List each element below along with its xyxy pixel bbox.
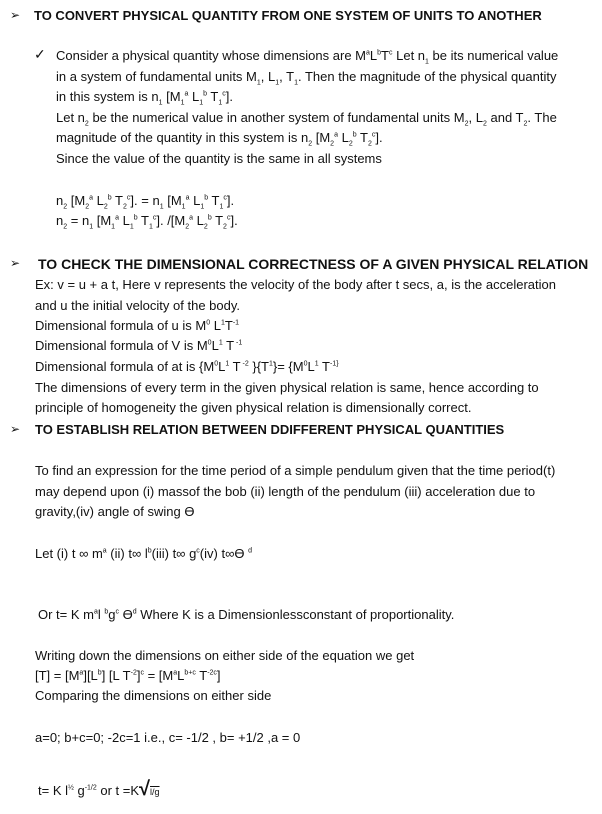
square-root-icon: √ (139, 778, 151, 800)
section2-line7: principle of homogeneity the given physical relation is dimensionally correct. (35, 400, 472, 415)
section2-line5: Dimensional formula of at is {$M^0L^1$ T $^{-2}$ }$\{T^1\}= \{M^0L^1$ $T^{-1\}}$ (35, 359, 339, 374)
section1-para-line1: Consider a physical quantity whose dimensions are $M^aL^bT^c$ Let $n_1$ be its numerical value (56, 48, 559, 66)
section3-heading: TO ESTABLISH RELATION BETWEEN DDIFFERENT PHYSICAL QUANTITIES (35, 422, 505, 437)
section3-line9: a=0; b+c=0; -2c=1 i.e., c= -1/2 , b= +1/2 ,a = 0 (35, 730, 301, 745)
bullet-arrow-icon: ➢ (10, 422, 21, 436)
section3-line6: Writing down the dimensions on either side of the equation we get (35, 648, 415, 663)
section1-para-line4: Let $n_2$ be the numerical value in another system of fundamental units $M_2$, $L_2$ and $T_2$. The (56, 110, 557, 128)
section3-line10: t= K $l^{\frac{1}{2}}$ $g^{-1/2}$ or t =K√l/g (38, 778, 160, 800)
section2-line6: The dimensions of every term in the given physical relation is same, hence according to (35, 380, 539, 395)
section1-para-line5: magnitude of the quantity in this system is $n_2$ [$M_2^a$ $L_2^b$ $T_2^c$]. (56, 130, 383, 148)
section3-line8: Comparing the dimensions on either side (35, 688, 272, 703)
section1-heading: TO CONVERT PHYSICAL QUANTITY FROM ONE SYSTEM OF UNITS TO ANOTHER (34, 8, 542, 23)
section3-line2: may depend upon (i) massof the bob (ii) length of the pendulum (iii) acceleration due to (35, 484, 536, 499)
section1-para-line2: in a system of fundamental units $M_1$, $L_1$, $T_1$. Then the magnitude of the physical quantity (56, 69, 557, 87)
section2-heading: TO CHECK THE DIMENSIONAL CORRECTNESS OF A GIVEN PHYSICAL RELATION (38, 256, 589, 272)
section2-line3: Dimensional formula of u is $M^0$ $L^1T^{-1}$ (35, 318, 240, 333)
section1-para-line6: Since the value of the quantity is the same in all systems (56, 151, 382, 166)
equation-2: $n_2 = n_1$ [$M_1^a$ $L_1^b$ $T_1^c$]. $/[M_2^a$ $L_2^b$ $T_2^c$]. (56, 213, 238, 231)
section1-para-line3: in this system is $n_1$ [$M_1^a$ $L_1^b$ $T_1^c$]. (56, 89, 233, 107)
bullet-arrow-icon: ➢ (10, 8, 21, 22)
section3-line4: Let (i) t ∞ $m^a$ (ii) t∞ $l^b(iii)$ t∞ $g^c(iv)$ t∞ϴ $^d$ (35, 546, 252, 561)
section2-line4: Dimensional formula of V is $M^0L^1$ T $^{-1}$ (35, 338, 243, 353)
bullet-arrow-icon: ➢ (10, 256, 21, 270)
section3-line1: To find an expression for the time period of a simple pendulum given that the time period(t) (35, 463, 556, 478)
section3-line7: $[T] = [M^a][L^b]$ [L $T^{-2}]^c = [M^aL^{b+c}$ $T^{-2c}$] (35, 668, 221, 683)
section2-line2: and u the initial velocity of the body. (35, 298, 240, 313)
checkmark-icon: ✓ (34, 46, 46, 62)
section2-line1: Ex: v = u + a t, Here v represents the velocity of the body after t secs, a, is the acceleration (35, 277, 556, 292)
section3-line3: gravity,(iv) angle of swing ϴ (35, 504, 195, 519)
section3-line5: Or t= K $m^al$ $^bg^c$ $ϴ^d$ Where K is a Dimensionlessconstant of proportionality. (38, 607, 455, 622)
equation-1: $n_2$ [$M_2^a$ $L_2^b$ $T_2^c$]. = $n_1$ [$M_1^a$ $L_1^b$ $T_1^c$]. (56, 193, 235, 211)
